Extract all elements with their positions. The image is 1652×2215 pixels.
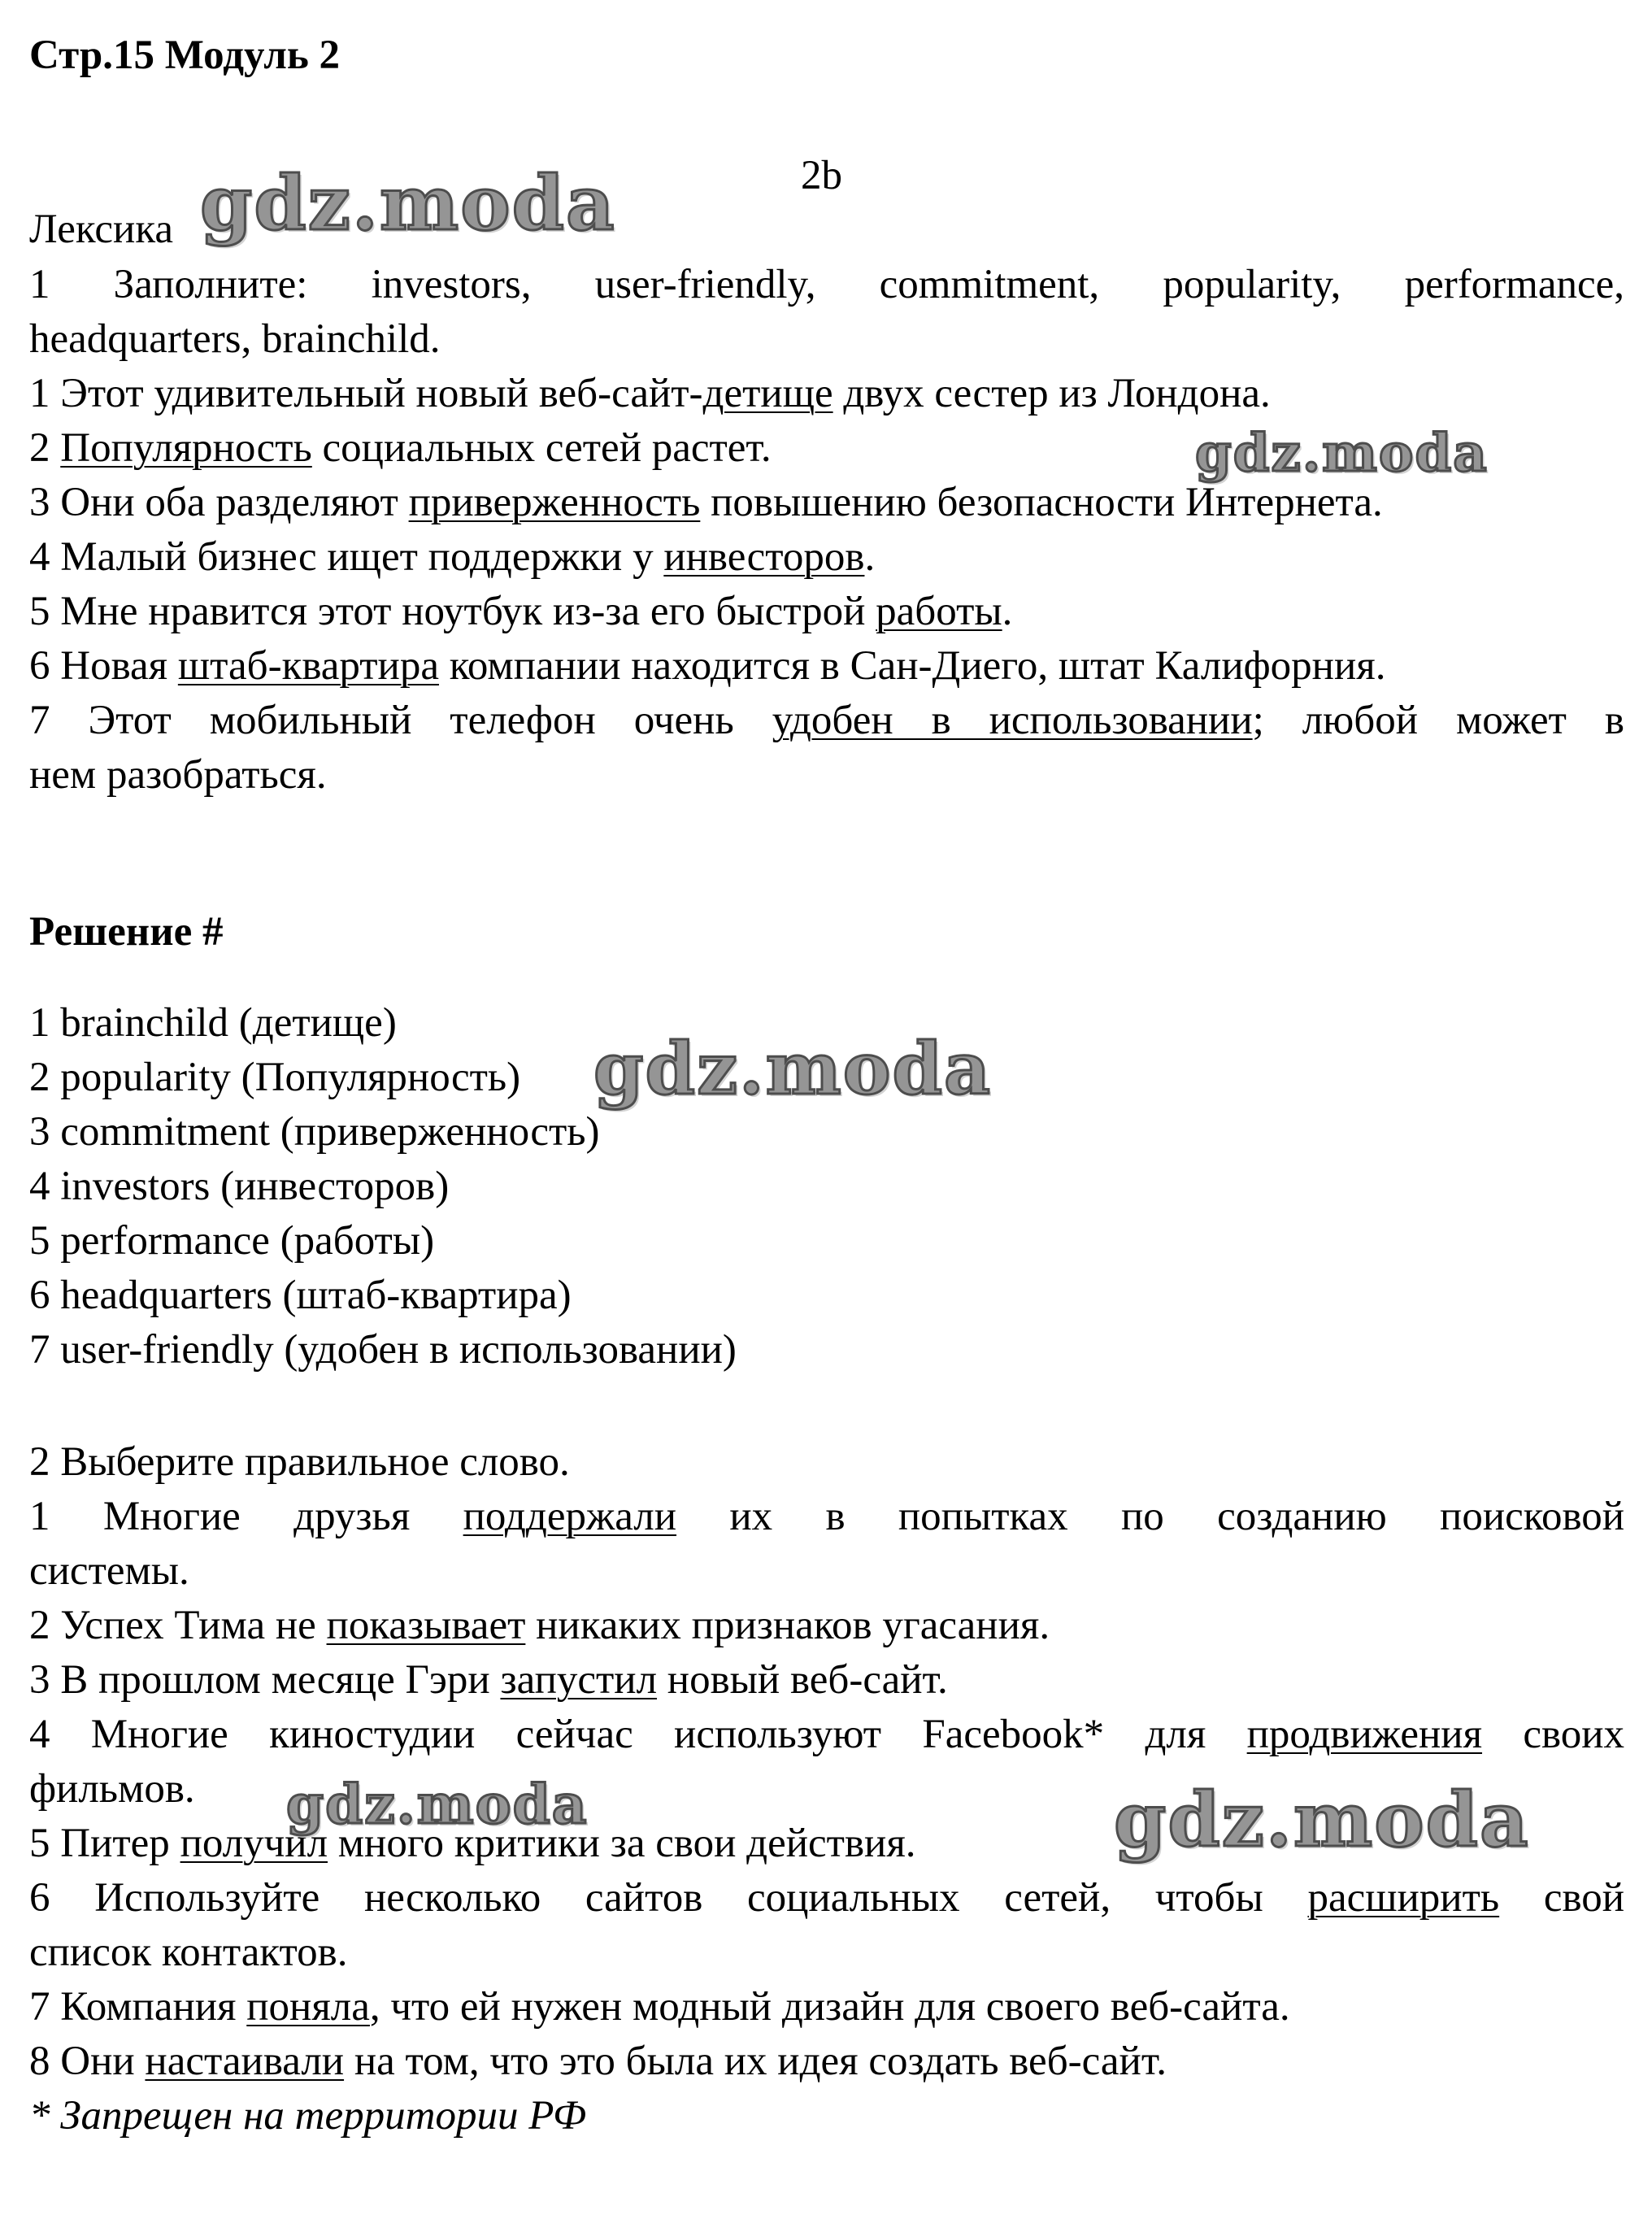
- exercise1-item: 5 Мне нравится этот ноутбук из-за его быстрой работы.: [29, 589, 1013, 634]
- exercise2-item-cont: список контактов.: [29, 1930, 348, 1975]
- solution-answer: 6 headquarters (штаб-квартира): [29, 1273, 572, 1318]
- watermark: gdz.moda: [286, 1773, 589, 1836]
- exercise2-item-cont: системы.: [29, 1548, 189, 1594]
- watermark: gdz.moda: [593, 1026, 993, 1111]
- exercise2-answer: получил: [180, 1821, 328, 1866]
- exercise1-item: 6 Новая штаб-квартира компании находится в Сан-Диего, штат Калифорния.: [29, 643, 1386, 689]
- exercise1-answer: удобен в использовании: [772, 698, 1253, 743]
- exercise2-answer: поддержали: [463, 1494, 677, 1539]
- exercise1-instruction-cont: headquarters, brainchild.: [29, 316, 441, 362]
- exercise2-item: 7 Компания поняла, что ей нужен модный дизайн для своего веб-сайта.: [29, 1984, 1290, 2030]
- solution-answer: 3 commitment (приверженность): [29, 1109, 600, 1155]
- solution-title: Решение #: [29, 909, 224, 955]
- solution-answer: 5 performance (работы): [29, 1218, 435, 1264]
- exercise2-answer: запустил: [500, 1657, 658, 1703]
- exercise1-answer: инвесторов: [663, 534, 865, 580]
- exercise1-answer: работы: [876, 589, 1002, 634]
- exercise2-item: 1 Многие друзья поддержали их в попытках по созданию поисковой: [29, 1494, 1624, 1539]
- page-title: Стр.15 Модуль 2: [29, 33, 341, 78]
- exercise2-answer: настаивали: [145, 2039, 345, 2084]
- exercise2-item: 5 Питер получил много критики за свои действия.: [29, 1821, 916, 1866]
- exercise1-instruction: 1 Заполните: investors, user-friendly, commitment, popularity, performance,: [29, 262, 1624, 307]
- exercise2-item: 8 Они настаивали на том, что это была их идея создать веб-сайт.: [29, 2039, 1167, 2084]
- exercise2-instruction: 2 Выберите правильное слово.: [29, 1439, 570, 1485]
- exercise2-item: 3 В прошлом месяце Гэри запустил новый веб-сайт.: [29, 1657, 948, 1703]
- watermark: gdz.moda: [200, 159, 616, 247]
- exercise2-item: 2 Успех Тима не показывает никаких признаков угасания.: [29, 1603, 1050, 1648]
- exercise1-item-cont: нем разобраться.: [29, 752, 327, 798]
- solution-answer: 7 user-friendly (удобен в использовании): [29, 1327, 737, 1373]
- footnote: * Запрещен на территории РФ: [29, 2093, 586, 2139]
- exercise1-item: 1 Этот удивительный новый веб-сайт-детище двух сестер из Лондона.: [29, 371, 1271, 416]
- exercise1-item: 4 Малый бизнес ищет поддержки у инвесторов.: [29, 534, 876, 580]
- solution-answer: 2 popularity (Популярность): [29, 1055, 521, 1100]
- exercise1-answer: приверженность: [408, 480, 701, 525]
- watermark: gdz.moda: [1195, 423, 1489, 484]
- section-label: Лексика: [29, 207, 173, 252]
- exercise1-answer: штаб-квартира: [177, 643, 439, 689]
- exercise1-answer: детище: [702, 371, 833, 416]
- watermark: gdz.moda: [1114, 1776, 1530, 1864]
- exercise1-item: 3 Они оба разделяют приверженность повышению безопасности Интернета.: [29, 480, 1383, 525]
- exercise1-item: 2 Популярность социальных сетей растет.: [29, 425, 772, 471]
- exercise2-item: 6 Используйте несколько сайтов социальных сетей, чтобы расширить свой: [29, 1875, 1624, 1921]
- exercise2-answer: поняла: [246, 1984, 370, 2030]
- exercise1-answer: Популярность: [60, 425, 312, 471]
- exercise2-answer: продвижения: [1246, 1712, 1483, 1757]
- exercise1-item: 7 Этот мобильный телефон очень удобен в использовании; любой может в: [29, 698, 1624, 743]
- exercise2-item: 4 Многие киностудии сейчас используют Facebook* для продвижения своих: [29, 1712, 1624, 1757]
- section-code: 2b: [801, 153, 842, 198]
- exercise2-answer: расширить: [1307, 1875, 1500, 1921]
- solution-answer: 1 brainchild (детище): [29, 1000, 397, 1046]
- solution-answer: 4 investors (инвесторов): [29, 1164, 450, 1209]
- exercise2-answer: показывает: [326, 1603, 526, 1648]
- exercise2-item-cont: фильмов.: [29, 1766, 195, 1812]
